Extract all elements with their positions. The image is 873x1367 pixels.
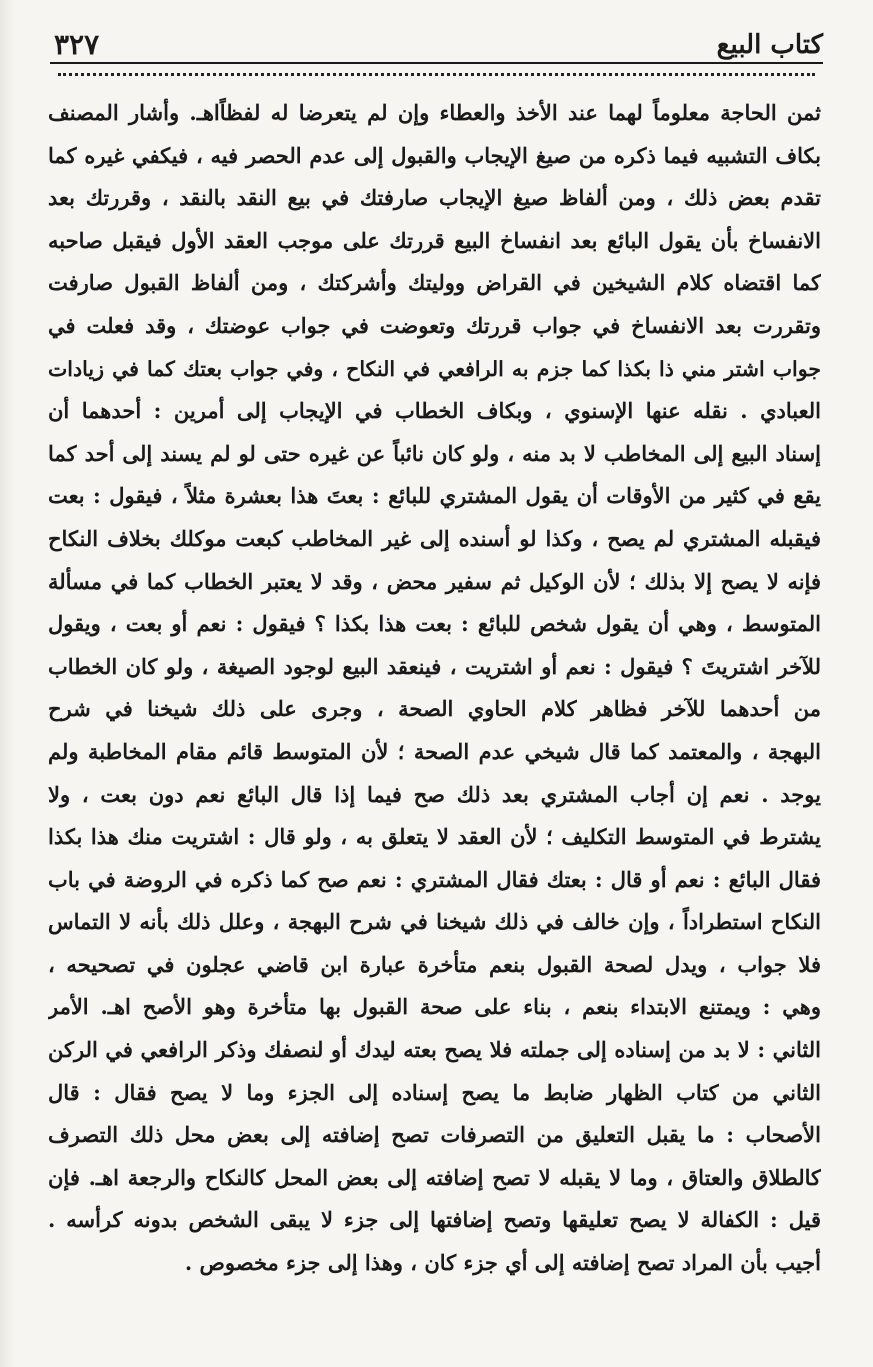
text-line: ثمن الحاجة معلوماً لهما عند الأخذ والعطاء وإن لم يتعرضا له لفظاًاهـ. وأشار المصنف (48, 100, 821, 125)
text-line: جواب اشتر مني ذا بكذا كما جزم به الرافعي في النكاح ، وفي جواب بعتك كما في زيادات (48, 356, 821, 381)
text-line: الثاني من كتاب الظهار ضابط ما يصح إسناده إلى الجزء وما لا يصح فقال : قال (48, 1079, 821, 1105)
text-line: كالطلاق والعتاق ، وما لا يقبله لا تصح إضافته إلى بعض المحل كالنكاح والرجعة اهـ. فإن (48, 1164, 821, 1190)
text-line: المتوسط ، وهي أن يقول شخص للبائع : بعت هذا بكذا ؟ فيقول : نعم أو بعت ، ويقول (48, 611, 821, 637)
text-line: فيقبله المشتري لم يصح ، وكذا لو أسنده إلى غير المخاطب كبعت موكلك بخلاف النكاح (48, 525, 821, 551)
page-header (50, 26, 823, 66)
text-line: فقال البائع : نعم أو قال : بعتك فقال المشتري : نعم صح كما ذكره في الروضة في باب (48, 866, 821, 892)
text-line: تقدم بعض ذلك ، ومن ألفاظ صيغ الإيجاب صارفتك في بيع النقد بالنقد ، وقررتك بعد (48, 185, 821, 211)
text-line: الانفساخ بأن يقول البائع بعد انفساخ البيع قررتك على موجب العقد الأول فيقبل صاحبه (48, 227, 821, 253)
text-line: إسناد البيع إلى المخاطب لا بد منه ، ولو كان نائباً عن غيره حتى لو لم يسند إلى أحد كما (48, 440, 821, 466)
text-line: فإنه لا يصح إلا بذلك ؛ لأن الوكيل ثم سفير محض ، وقد لا يعتبر الخطاب كما في مسألة (48, 568, 821, 594)
page-number: ٣٢٧ (54, 28, 100, 61)
book-title: كتاب البيع (716, 30, 823, 60)
text-line: للآخر اشتريتَ ؟ فيقول : نعم أو اشتريت ، فينعقد البيع لوجود الصيغة ، ولو كان الخطاب (48, 653, 821, 679)
text-line: النكاح استطراداً ، وإن خالف في ذلك شيخنا في شرح البهجة ، وعلل ذلك بأنه لا التماس (48, 909, 821, 935)
text-line: بكاف التشبيه فيما ذكره من صيغ الإيجاب والقبول إلى عدم الحصر فيه ، فيكفي غيره كما (48, 142, 821, 168)
text-line: يقع في كثير من الأوقات أن يقول المشتري للبائع : بعتَ هذا بعشرة مثلاً ، فيقول : بعت (48, 483, 821, 509)
text-line: العبادي . نقله عنها الإسنوي ، وبكاف الخطاب في الإيجاب إلى أمرين : أحدهما أن (48, 398, 821, 424)
text-line: وهي : ويمتنع الابتداء بنعم ، بناء على صحة القبول بها متأخرة وهو الأصح اهـ. الأمر (48, 994, 821, 1020)
text-line: فلا جواب ، ويدل لصحة القبول بنعم متأخرة عبارة ابن قاضي عجلون في تصحيحه ، (48, 951, 821, 977)
text-line: من أحدهما للآخر فظاهر كلام الحاوي الصحة ، وجرى على ذلك شيخنا في شرح (48, 696, 821, 722)
text-line: قيل : الكفالة لا يصح تعليقها وتصح إضافتها إلى جزء لا يبقى الشخص بدونه كرأسه . (48, 1207, 821, 1233)
page-binding-shadow (0, 0, 14, 1367)
text-line: البهجة ، والمعتمد كما قال شيخي عدم الصحة ؛ لأن المتوسط قائم مقام المخاطبة ولم (48, 738, 821, 764)
text-line: يشترط في المتوسط التكليف ؛ لأن العقد لا يتعلق به ، ولو قال : اشتريت منك هذا بكذا (48, 824, 821, 850)
text-line: وتقررت بعد الانفساخ في جواب قررتك وتعوضت في جواب عوضتك ، وقد فعلت في (48, 312, 821, 338)
text-line: الأصحاب : ما يقبل التعليق من التصرفات تصح إضافته إلى بعض محل ذلك التصرف (48, 1122, 821, 1148)
text-line: يوجد . نعم إن أجاب المشتري بعد ذلك صح فيما إذا قال البائع نعم دون بعت ، ولا (48, 781, 821, 807)
text-line: أجيب بأن المراد تصح إضافته إلى أي جزء كان ، وهذا إلى جزء مخصوص . (184, 1250, 821, 1276)
header-rule (50, 62, 823, 64)
body-text (48, 92, 821, 1285)
dotted-separator (58, 73, 815, 76)
text-line: كما اقتضاه كلام الشيخين في القراض ووليتك وأشركتك ، ومن ألفاظ القبول صارفت (48, 270, 821, 296)
text-line: الثاني : لا بد من إسناده إلى جملته فلا يصح بعته ليدك أو لنصفك وذكر الرافعي في الركن (48, 1037, 821, 1063)
